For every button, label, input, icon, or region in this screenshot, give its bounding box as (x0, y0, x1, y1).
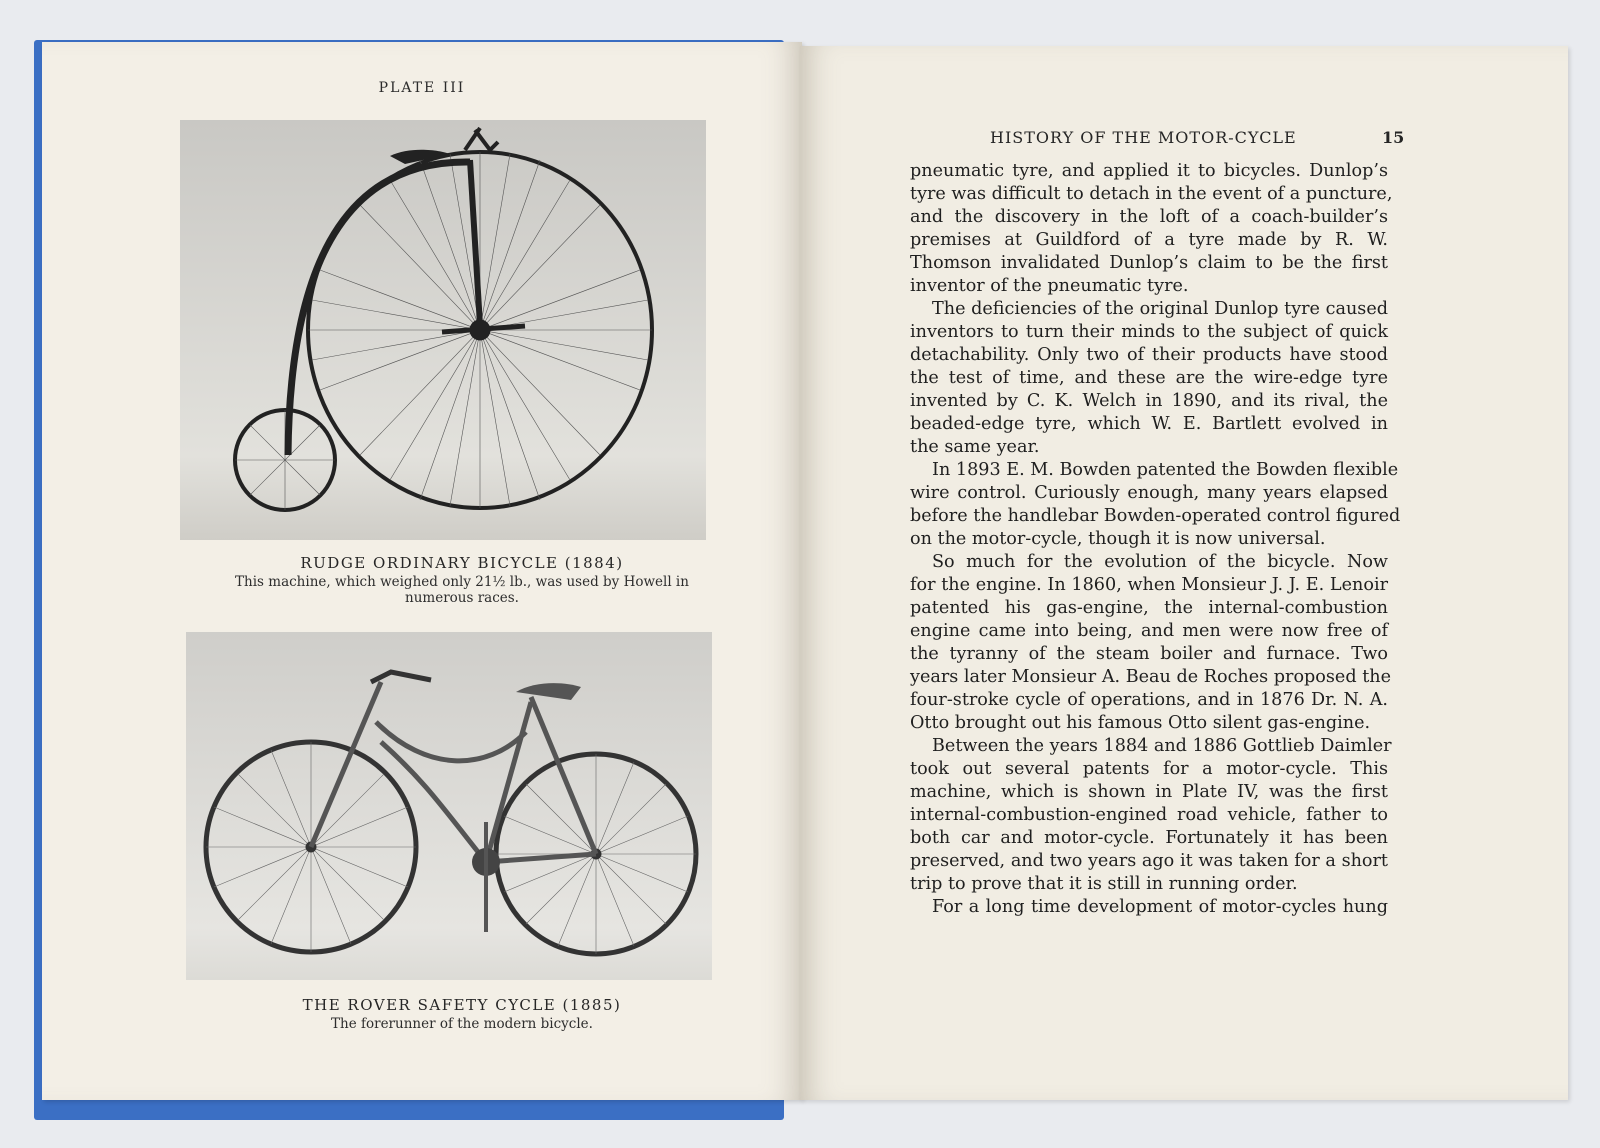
text-line: In 1893 E. M. Bowden patented the Bowden flexible (932, 460, 1399, 480)
safety-cycle-photo (186, 632, 712, 980)
text-line: before the handlebar Bowden-operated control figured (910, 506, 1401, 526)
text-line: trip to prove that it is still in running order. (910, 874, 1298, 894)
text-line: and the discovery in the loft of a coach-builder’s (910, 207, 1388, 227)
safety-cycle-illustration (186, 632, 712, 980)
text-line: So much for the evolution of the bicycle. Now (932, 552, 1388, 572)
text-line: invented by C. K. Welch in 1890, and its rival, the (910, 391, 1388, 411)
text-line: both car and motor-cycle. Fortunately it has been (910, 828, 1388, 848)
text-line: For a long time development of motor-cycles hung (932, 897, 1388, 917)
text-line: preserved, and two years ago it was taken for a short (910, 851, 1388, 871)
page-number: 15 (1382, 128, 1405, 147)
text-line: machine, which is shown in Plate IV, was the first (910, 782, 1388, 802)
running-head: HISTORY OF THE MOTOR-CYCLE (990, 128, 1297, 147)
text-line: wire control. Curiously enough, many years elapsed (910, 483, 1388, 503)
text-line: the tyranny of the steam boiler and furnace. Two (910, 644, 1388, 664)
plate-label: PLATE III (378, 80, 466, 96)
figure2-title: THE ROVER SAFETY CYCLE (1885) (302, 996, 622, 1014)
penny-farthing-photo (180, 120, 706, 540)
text-line: patented his gas-engine, the internal-combustion (910, 598, 1388, 618)
text-line: the same year. (910, 437, 1040, 457)
text-line: for the engine. In 1860, when Monsieur J. J. E. Lenoir (910, 575, 1388, 595)
right-page (800, 46, 1568, 1100)
text-line: Between the years 1884 and 1886 Gottlieb Daimler (932, 736, 1392, 756)
text-line: internal-combustion-engined road vehicle, father to (910, 805, 1388, 825)
text-line: Otto brought out his famous Otto silent gas-engine. (910, 713, 1371, 733)
figure1-caption-line2: numerous races. (405, 590, 519, 606)
text-line: on the motor-cycle, though it is now universal. (910, 529, 1326, 549)
figure1-caption-line1: This machine, which weighed only 21½ lb., was used by Howell in (235, 574, 689, 590)
left-page (42, 42, 802, 1100)
text-line: four-stroke cycle of operations, and in 1876 Dr. N. A. (910, 690, 1388, 710)
text-line: premises at Guildford of a tyre made by R. W. (910, 230, 1388, 250)
text-line: the test of time, and these are the wire-edge tyre (910, 368, 1388, 388)
text-line: detachability. Only two of their products have stood (910, 345, 1388, 365)
text-line: inventor of the pneumatic tyre. (910, 276, 1189, 296)
body-text (910, 160, 1401, 919)
small-wheel (235, 410, 335, 510)
text-line: engine came into being, and men were now free of (910, 621, 1388, 641)
text-line: tyre was difficult to detach in the event of a puncture, (910, 184, 1393, 204)
text-line: inventors to turn their minds to the subject of quick (910, 322, 1388, 342)
figure2-caption: The forerunner of the modern bicycle. (331, 1016, 593, 1032)
text-line: beaded-edge tyre, which W. E. Bartlett evolved in (910, 414, 1388, 434)
text-line: pneumatic tyre, and applied it to bicycles. Dunlop’s (910, 161, 1388, 181)
text-line: The deficiencies of the original Dunlop tyre caused (932, 299, 1388, 319)
figure1-title: RUDGE ORDINARY BICYCLE (1884) (300, 554, 624, 572)
penny-farthing-illustration (180, 120, 706, 540)
text-line: Thomson invalidated Dunlop’s claim to be the first (910, 253, 1388, 273)
text-line: took out several patents for a motor-cycle. This (910, 759, 1388, 779)
text-line: years later Monsieur A. Beau de Roches proposed the (910, 667, 1392, 687)
